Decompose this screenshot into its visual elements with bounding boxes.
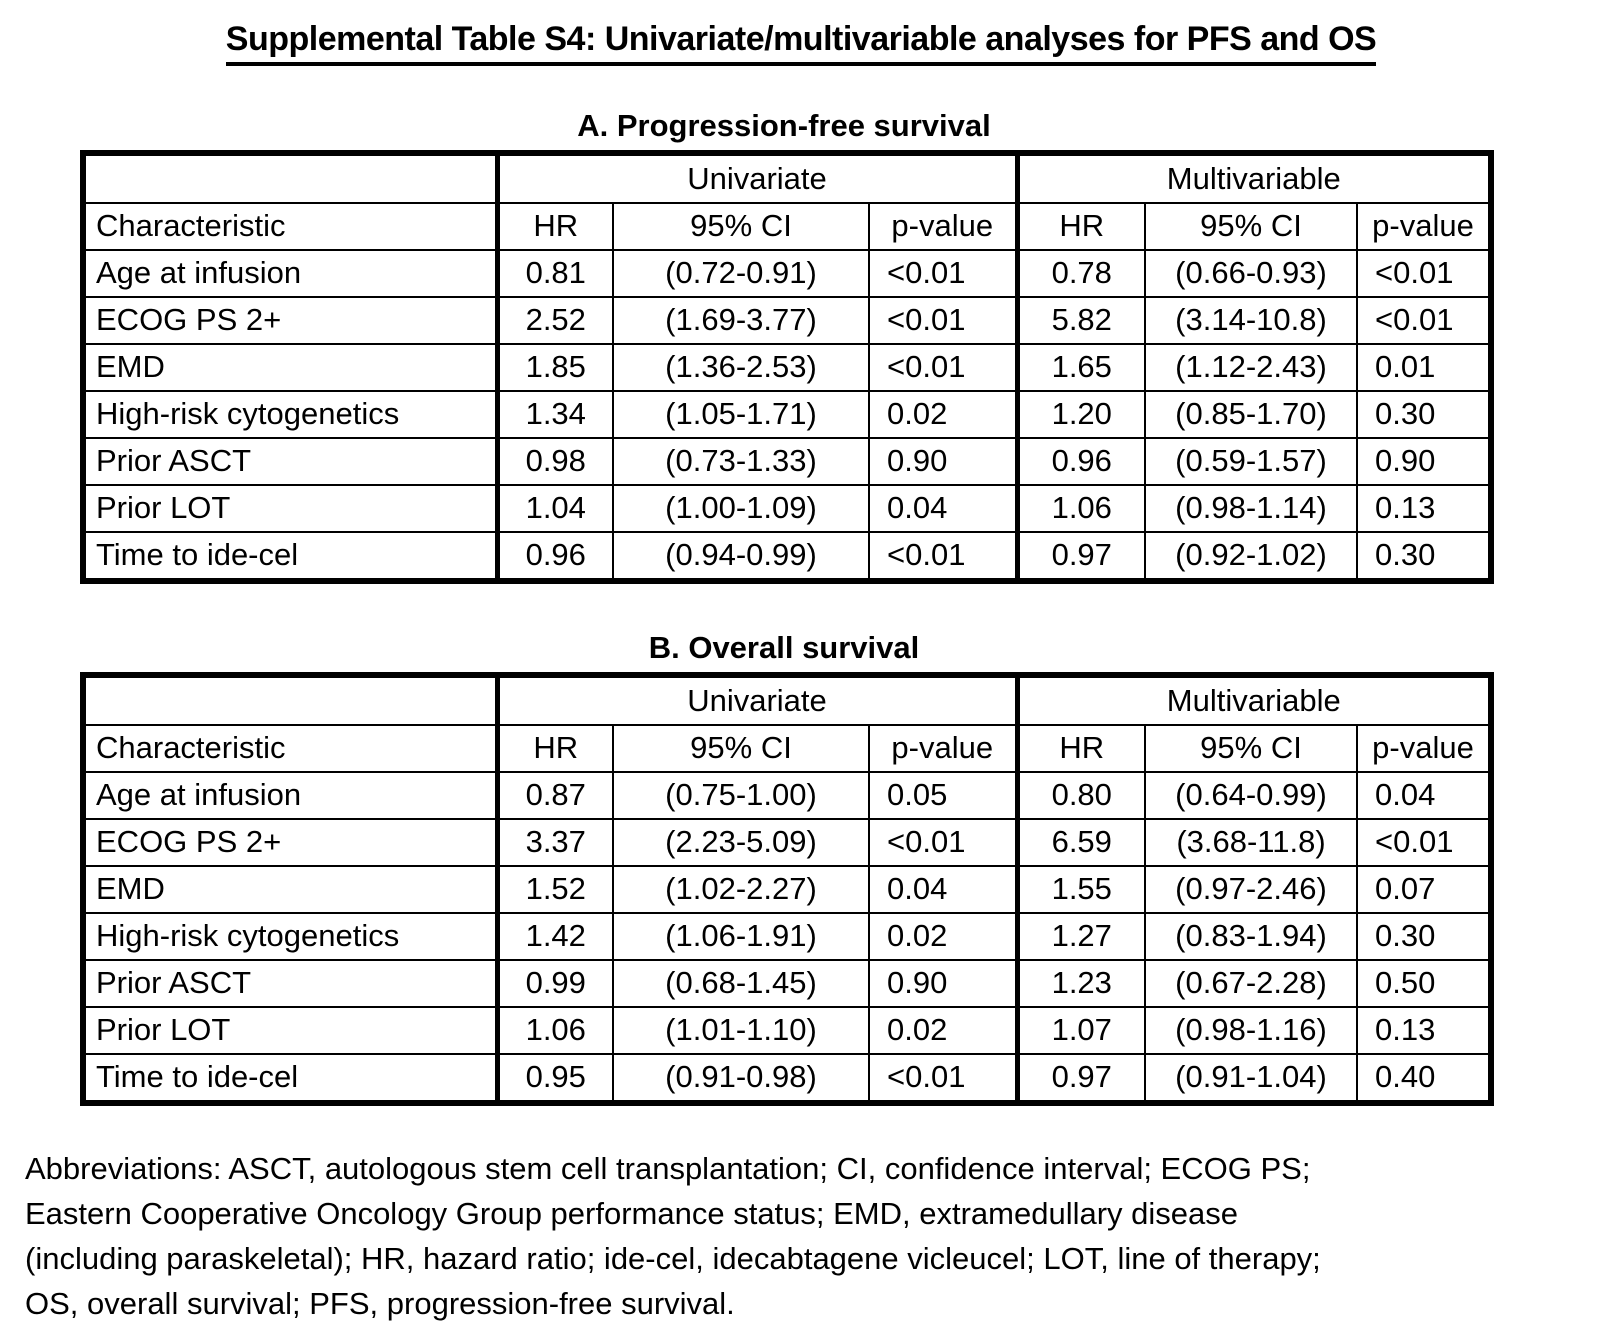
ci-univariate-cell: (0.72-0.91) (613, 250, 869, 297)
page-title-row (0, 20, 1602, 66)
pvalue-multivariable-cell: 0.30 (1357, 391, 1491, 438)
hr-multivariable-cell: 1.23 (1017, 960, 1145, 1007)
table-row (83, 1007, 1491, 1054)
characteristic-cell: Time to ide-cel (83, 1054, 497, 1103)
column-header-pvalue-multivariable: p-value (1357, 725, 1491, 772)
ci-univariate-cell: (1.01-1.10) (613, 1007, 869, 1054)
characteristic-cell: High-risk cytogenetics (83, 913, 497, 960)
ci-univariate-cell: (1.02-2.27) (613, 866, 869, 913)
table-row (83, 438, 1491, 485)
table-row (83, 960, 1491, 1007)
abbreviations-line: Abbreviations: ASCT, autologous stem cell transplantation; CI, confidence interval; ECOG PS; (25, 1151, 1311, 1186)
characteristic-cell: EMD (83, 866, 497, 913)
pvalue-univariate-cell: <0.01 (869, 344, 1017, 391)
group-header-univariate: Univariate (497, 675, 1017, 725)
abbreviations-paragraph (25, 1146, 1602, 1326)
ci-univariate-cell: (1.69-3.77) (613, 297, 869, 344)
ci-multivariable-cell: (0.92-1.02) (1145, 532, 1357, 581)
table-row (83, 391, 1491, 438)
empty-corner-cell (83, 675, 497, 725)
ci-multivariable-cell: (0.85-1.70) (1145, 391, 1357, 438)
ci-univariate-cell: (2.23-5.09) (613, 819, 869, 866)
ci-multivariable-cell: (0.59-1.57) (1145, 438, 1357, 485)
hr-univariate-cell: 1.52 (497, 866, 613, 913)
section-heading-os: B. Overall survival (648, 630, 920, 665)
column-header-hr-univariate: HR (497, 203, 613, 250)
pvalue-univariate-cell: <0.01 (869, 250, 1017, 297)
pvalue-multivariable-cell: 0.13 (1357, 1007, 1491, 1054)
ci-univariate-cell: (0.94-0.99) (613, 532, 869, 581)
ci-multivariable-cell: (0.66-0.93) (1145, 250, 1357, 297)
table-row (83, 866, 1491, 913)
pvalue-multivariable-cell: <0.01 (1357, 250, 1491, 297)
hr-multivariable-cell: 0.96 (1017, 438, 1145, 485)
hr-multivariable-cell: 1.06 (1017, 485, 1145, 532)
table-row (83, 532, 1491, 581)
table-row (83, 1054, 1491, 1103)
table-row (83, 250, 1491, 297)
abbreviations-line: Eastern Cooperative Oncology Group performance status; EMD, extramedullary disease (25, 1196, 1239, 1231)
ci-univariate-cell: (0.91-0.98) (613, 1054, 869, 1103)
hr-univariate-cell: 0.87 (497, 772, 613, 819)
column-header-hr-multivariable: HR (1017, 725, 1145, 772)
section-heading-pfs: A. Progression-free survival (577, 108, 991, 143)
pvalue-univariate-cell: 0.04 (869, 485, 1017, 532)
hr-univariate-cell: 1.85 (497, 344, 613, 391)
characteristic-cell: EMD (83, 344, 497, 391)
column-header-ci-multivariable: 95% CI (1145, 203, 1357, 250)
empty-corner-cell (83, 153, 497, 203)
characteristic-cell: Prior LOT (83, 485, 497, 532)
pvalue-multivariable-cell: 0.90 (1357, 438, 1491, 485)
table-section-pfs (80, 108, 1488, 584)
ci-univariate-cell: (0.75-1.00) (613, 772, 869, 819)
hr-multivariable-cell: 0.78 (1017, 250, 1145, 297)
pvalue-multivariable-cell: <0.01 (1357, 819, 1491, 866)
hr-univariate-cell: 3.37 (497, 819, 613, 866)
group-header-row (83, 153, 1491, 203)
characteristic-cell: Time to ide-cel (83, 532, 497, 581)
table-row (83, 485, 1491, 532)
ci-univariate-cell: (1.36-2.53) (613, 344, 869, 391)
ci-multivariable-cell: (1.12-2.43) (1145, 344, 1357, 391)
pvalue-univariate-cell: 0.02 (869, 913, 1017, 960)
ci-multivariable-cell: (3.68-11.8) (1145, 819, 1357, 866)
hr-univariate-cell: 0.98 (497, 438, 613, 485)
table-section-os (80, 630, 1488, 1106)
hr-multivariable-cell: 1.27 (1017, 913, 1145, 960)
characteristic-cell: High-risk cytogenetics (83, 391, 497, 438)
characteristic-cell: Prior ASCT (83, 960, 497, 1007)
hr-multivariable-cell: 1.20 (1017, 391, 1145, 438)
pvalue-univariate-cell: 0.90 (869, 960, 1017, 1007)
hr-multivariable-cell: 1.55 (1017, 866, 1145, 913)
hr-multivariable-cell: 1.65 (1017, 344, 1145, 391)
hr-univariate-cell: 1.04 (497, 485, 613, 532)
pvalue-univariate-cell: <0.01 (869, 819, 1017, 866)
characteristic-cell: Prior ASCT (83, 438, 497, 485)
pfs-table-head (83, 153, 1491, 250)
hr-multivariable-cell: 0.97 (1017, 532, 1145, 581)
hr-univariate-cell: 0.95 (497, 1054, 613, 1103)
pvalue-multivariable-cell: 0.07 (1357, 866, 1491, 913)
pvalue-multivariable-cell: 0.13 (1357, 485, 1491, 532)
hr-univariate-cell: 1.34 (497, 391, 613, 438)
group-header-multivariable: Multivariable (1017, 153, 1491, 203)
hr-univariate-cell: 0.99 (497, 960, 613, 1007)
abbreviations-line: OS, overall survival; PFS, progression-free survival. (25, 1286, 735, 1321)
pvalue-multivariable-cell: 0.40 (1357, 1054, 1491, 1103)
characteristic-cell: Prior LOT (83, 1007, 497, 1054)
ci-univariate-cell: (0.68-1.45) (613, 960, 869, 1007)
os-table-body (83, 772, 1491, 1103)
characteristic-cell: Age at infusion (83, 772, 497, 819)
column-header-pvalue-univariate: p-value (869, 203, 1017, 250)
table-row (83, 772, 1491, 819)
hr-univariate-cell: 0.96 (497, 532, 613, 581)
pvalue-univariate-cell: <0.01 (869, 1054, 1017, 1103)
table-row (83, 819, 1491, 866)
characteristic-cell: ECOG PS 2+ (83, 819, 497, 866)
pvalue-multivariable-cell: 0.01 (1357, 344, 1491, 391)
hr-multivariable-cell: 0.97 (1017, 1054, 1145, 1103)
hr-univariate-cell: 1.42 (497, 913, 613, 960)
os-table (80, 672, 1494, 1106)
pvalue-multivariable-cell: 0.30 (1357, 532, 1491, 581)
table-row (83, 297, 1491, 344)
column-header-row (83, 203, 1491, 250)
os-table-head (83, 675, 1491, 772)
column-header-ci-univariate: 95% CI (613, 203, 869, 250)
column-header-hr-multivariable: HR (1017, 203, 1145, 250)
column-header-pvalue-univariate: p-value (869, 725, 1017, 772)
group-header-univariate: Univariate (497, 153, 1017, 203)
pvalue-univariate-cell: <0.01 (869, 297, 1017, 344)
hr-univariate-cell: 0.81 (497, 250, 613, 297)
column-header-pvalue-multivariable: p-value (1357, 203, 1491, 250)
pvalue-univariate-cell: 0.90 (869, 438, 1017, 485)
pvalue-multivariable-cell: 0.30 (1357, 913, 1491, 960)
pvalue-univariate-cell: 0.04 (869, 866, 1017, 913)
ci-multivariable-cell: (0.64-0.99) (1145, 772, 1357, 819)
ci-multivariable-cell: (0.67-2.28) (1145, 960, 1357, 1007)
supplemental-table-page (0, 20, 1602, 1326)
column-header-row (83, 725, 1491, 772)
pvalue-univariate-cell: 0.02 (869, 391, 1017, 438)
column-header-ci-multivariable: 95% CI (1145, 725, 1357, 772)
group-header-row (83, 675, 1491, 725)
page-title: Supplemental Table S4: Univariate/multivariable analyses for PFS and OS (226, 20, 1376, 66)
pvalue-multivariable-cell: 0.50 (1357, 960, 1491, 1007)
characteristic-cell: ECOG PS 2+ (83, 297, 497, 344)
table-row (83, 913, 1491, 960)
hr-multivariable-cell: 0.80 (1017, 772, 1145, 819)
ci-multivariable-cell: (0.98-1.16) (1145, 1007, 1357, 1054)
table-row (83, 344, 1491, 391)
column-header-ci-univariate: 95% CI (613, 725, 869, 772)
ci-univariate-cell: (1.06-1.91) (613, 913, 869, 960)
hr-univariate-cell: 1.06 (497, 1007, 613, 1054)
pfs-table (80, 150, 1494, 584)
ci-multivariable-cell: (0.83-1.94) (1145, 913, 1357, 960)
pvalue-univariate-cell: <0.01 (869, 532, 1017, 581)
characteristic-cell: Age at infusion (83, 250, 497, 297)
column-header-characteristic: Characteristic (83, 725, 497, 772)
pvalue-univariate-cell: 0.02 (869, 1007, 1017, 1054)
ci-multivariable-cell: (0.91-1.04) (1145, 1054, 1357, 1103)
hr-multivariable-cell: 6.59 (1017, 819, 1145, 866)
hr-multivariable-cell: 1.07 (1017, 1007, 1145, 1054)
pvalue-univariate-cell: 0.05 (869, 772, 1017, 819)
hr-univariate-cell: 2.52 (497, 297, 613, 344)
ci-univariate-cell: (0.73-1.33) (613, 438, 869, 485)
pvalue-multivariable-cell: 0.04 (1357, 772, 1491, 819)
hr-multivariable-cell: 5.82 (1017, 297, 1145, 344)
column-header-hr-univariate: HR (497, 725, 613, 772)
abbreviations-line: (including paraskeletal); HR, hazard ratio; ide-cel, idecabtagene vicleucel; LOT, line of therapy; (25, 1241, 1321, 1276)
ci-multivariable-cell: (3.14-10.8) (1145, 297, 1357, 344)
pvalue-multivariable-cell: <0.01 (1357, 297, 1491, 344)
ci-multivariable-cell: (0.97-2.46) (1145, 866, 1357, 913)
column-header-characteristic: Characteristic (83, 203, 497, 250)
group-header-multivariable: Multivariable (1017, 675, 1491, 725)
ci-univariate-cell: (1.00-1.09) (613, 485, 869, 532)
pfs-table-body (83, 250, 1491, 581)
ci-multivariable-cell: (0.98-1.14) (1145, 485, 1357, 532)
ci-univariate-cell: (1.05-1.71) (613, 391, 869, 438)
